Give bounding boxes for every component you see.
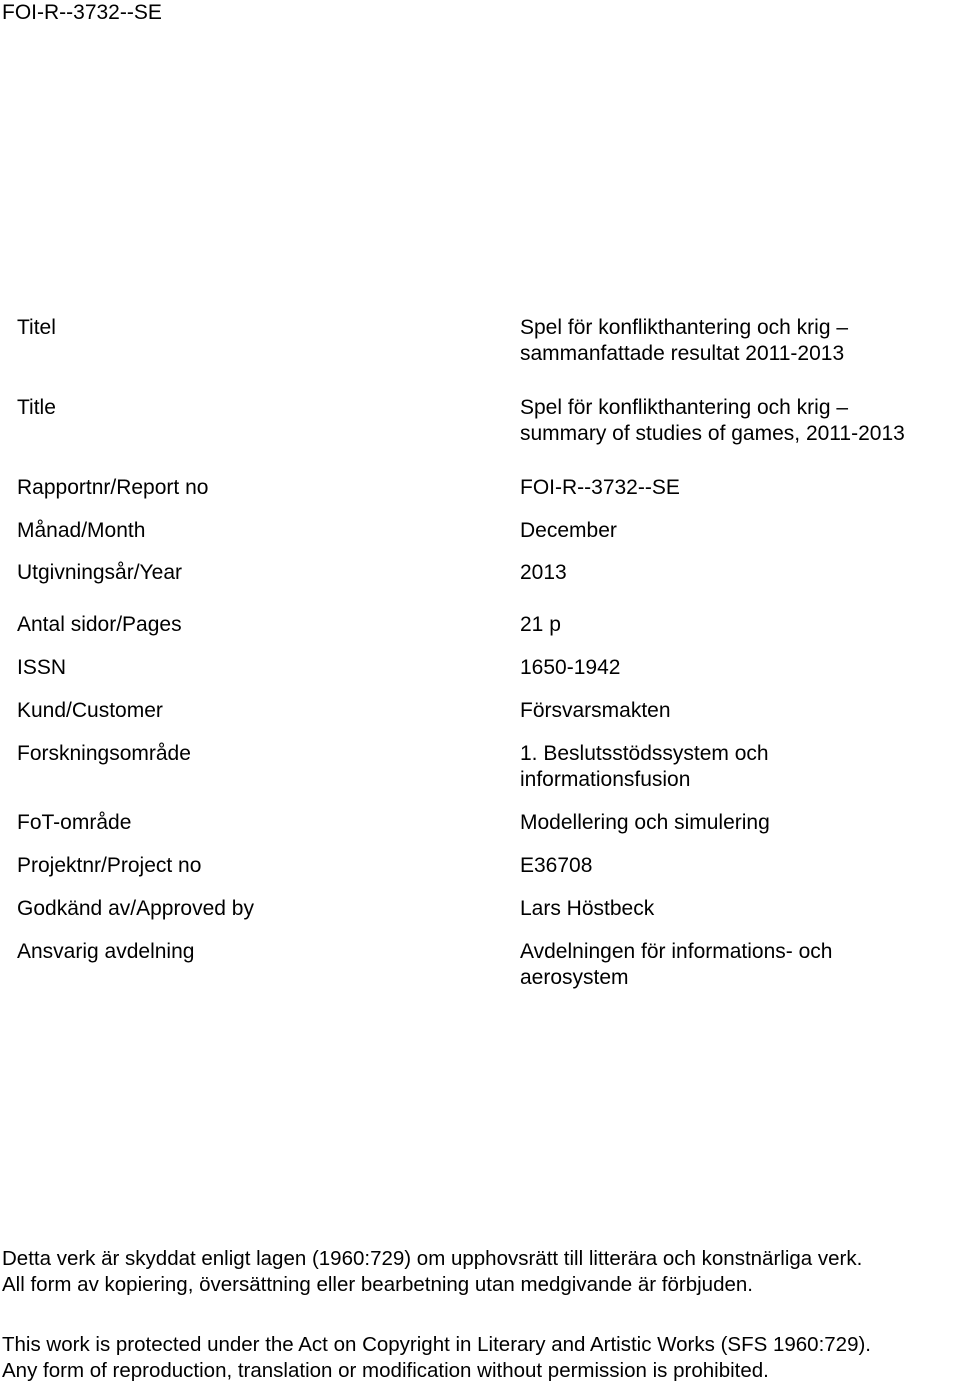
- customer-label: Kund/Customer: [17, 699, 163, 722]
- title-label: Title: [17, 396, 56, 419]
- department-value-line-1: Avdelningen för informations- och: [520, 940, 833, 963]
- document-id-header: FOI-R--3732--SE: [2, 1, 162, 24]
- title-value: [520, 395, 950, 447]
- title-value-line-2: summary of studies of games, 2011-2013: [520, 422, 905, 445]
- titel-value-line-1: Spel för konflikthantering och krig –: [520, 316, 849, 339]
- research-area-value: [520, 741, 950, 793]
- research-area-value-line-2: informationsfusion: [520, 768, 691, 791]
- copyright-notice-english: [2, 1332, 958, 1384]
- approved-by-label: Godkänd av/Approved by: [17, 897, 254, 920]
- report-no-label: Rapportnr/Report no: [17, 476, 209, 499]
- approved-by-value: Lars Höstbeck: [520, 897, 655, 920]
- fot-area-label: FoT-område: [17, 811, 132, 834]
- project-no-value: E36708: [520, 854, 593, 877]
- copyright-en-line-2: Any form of reproduction, translation or modification without permission is prohibited.: [2, 1359, 769, 1382]
- title-value-line-1: Spel för konflikthantering och krig –: [520, 396, 849, 419]
- department-label: Ansvarig avdelning: [17, 940, 195, 963]
- titel-label: Titel: [17, 316, 56, 339]
- copyright-sv-line-2: All form av kopiering, översättning eller bearbetning utan medgivande är förbjuden.: [2, 1273, 753, 1296]
- project-no-label: Projektnr/Project no: [17, 854, 202, 877]
- research-area-label: Forskningsområde: [17, 742, 191, 765]
- department-value: [520, 939, 950, 991]
- fot-area-value: Modellering och simulering: [520, 811, 770, 834]
- year-value: 2013: [520, 561, 567, 584]
- titel-value-line-2: sammanfattade resultat 2011-2013: [520, 342, 845, 365]
- pages-value: 21 p: [520, 613, 561, 636]
- department-value-line-2: aerosystem: [520, 966, 629, 989]
- year-label: Utgivningsår/Year: [17, 561, 182, 584]
- month-label: Månad/Month: [17, 519, 146, 542]
- research-area-value-line-1: 1. Beslutsstödssystem och: [520, 742, 769, 765]
- pages-label: Antal sidor/Pages: [17, 613, 182, 636]
- copyright-en-line-1: This work is protected under the Act on Copyright in Literary and Artistic Works (SFS 1960:729).: [2, 1333, 871, 1356]
- month-value: December: [520, 519, 617, 542]
- customer-value: Försvarsmakten: [520, 699, 671, 722]
- issn-value: 1650-1942: [520, 656, 621, 679]
- copyright-sv-line-1: Detta verk är skyddat enligt lagen (1960:729) om upphovsrätt till litterära och konstnärliga verk.: [2, 1247, 863, 1270]
- report-no-value: FOI-R--3732--SE: [520, 476, 680, 499]
- copyright-notice-swedish: [2, 1246, 958, 1298]
- titel-value: [520, 315, 950, 367]
- issn-label: ISSN: [17, 656, 67, 679]
